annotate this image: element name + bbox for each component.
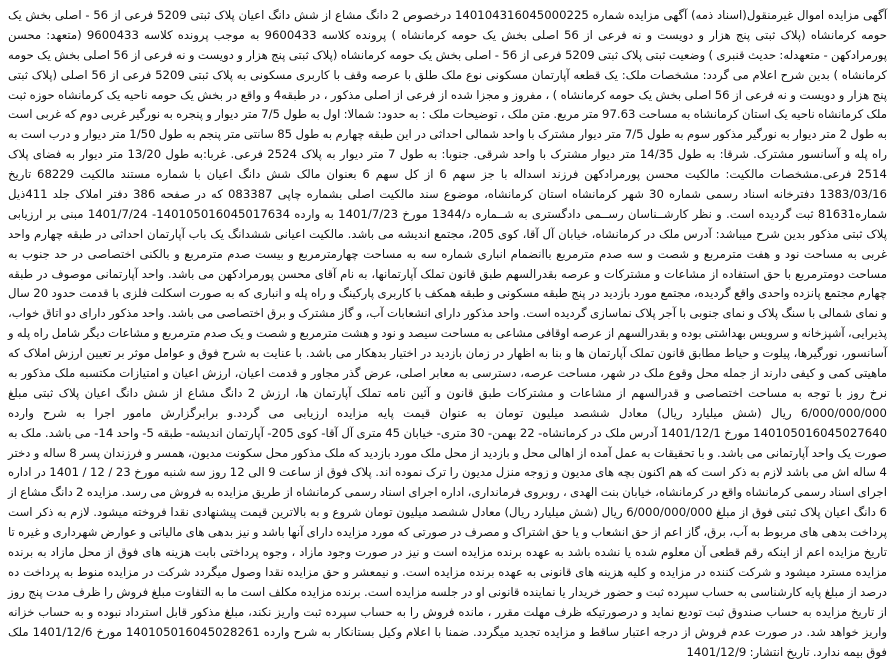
auction-notice-text: آگهی مزایده اموال غیرمنقول(اسناد ذمه) آگهی مزایده شماره 140104316045000225 درخصوص 2 دانگ مشاع از شش دانگ اعیان پلاک ثبتی 5209 فرعی از 56 - اصلی بخش یک حومه کرمانشاه (پلاک ثبتی پنج هزار و دویست و نه فرعی از 56 اصلی بخش یک حومه کرمانشاه ) پرونده کلاسه 9600433 به موجب پرونده کلاسه 9600433 (متعهد: محسن پورمرادکهن - متعهدله: حدیث قنبری ) وضعیت ثبتی پلاک ثبتی 5209 فرعی از 56 - اصلی بخش یک حومه کرمانشاه (پلاک ثبتی پنج هزار و دویست و نه فرعی از 56 اصلی بخش یک حومه کرمانشاه ) بدین شرح اعلام می گردد: مشخصات ملک: یک قطعه آپارتمان مسکونی نوع ملک طلق با عرصه وقف با کاربری مسکونی به پلاک ثبتی 5209 فرعی از 56 اصلی (پلاک ثبتی پنج هزار و دویست و نه فرعی از 56 اصلی بخش یک حومه کرمانشاه ) ، مفروز و مجزا شده از فرعی از اصلی مذکور ، در طبقه4 و واقع در بخش یک حومه ناحیه یک کرمانشاه حوزه ثبت ملک کرمانشاه ناحیه یک استان کرمانشاه به مساحت 97.63 متر مربع. متن ملک ، توضیحات ملک : به حدود: شمالا: اول به طول 7/5 متر دیوار و پنجره به نورگیر غربی دوم که غربی است به طول 2 متر دیوار به نورگیر مذکور سوم به طول 7/5 متر دیوار مشترک با واحد شمالی احداثی در این طبقه چهارم به طول 85 سانتی متر پنجم به طول 1/50 متر دیوار و درب است به راه پله و آسانسور مشترک. شرقا: به طول 14/35 متر دیوار مشترک با واحد شرقی. جنوبا: به طول 7 متر دیوار به پلاک 2524 فرعی. غربا:به طول 13/20 متر دیوار به فضای پلاک 2514 فرعی.مشخصات مالکیت: مالکیت محسن پورمرادکهن فرزند اسداله با جز سهم 6 از کل سهم 6 بعنوان مالک شش دانگ اعیان با شماره مستند مالکیت 68229 تاریخ 1383/03/16 دفترخانه اسناد رسمی شماره 30 شهر کرمانشاه استان کرمانشاه، موضوع سند مالکیت اصلی بشماره چاپی 083387 که در صفحه 386 دفتر املاک جلد 411ذیل شماره81631 ثبت گردیده است. و نظر کارشــناسان رســمی دادگستری به شــماره د/1344 مورخ 1401/7/23 به وارده 140105016045017634- 1401/7/24 مبنی بر ارزیابی پلاک ثبتی مذکور بدین شرح میباشد: آدرس ملک در کرمانشاه، خیابان آل آقا، کوی 205، مجتمع اندیشه می باشد. مالکیت اعیانی ششدانگ یک باب آپارتمان احداثی در طبقه چهارم واحد غربی به مساحت نود و هفت مترمربع و شصت و سه صدم مترمربع باانضمام انباری شماره سه به مساحت چهارمترمربع و بیست صدم مترمربع و بالکنی اختصاصی در حد جنوب به مساحت دومترمربع با حق استفاده از مشاعات و مشترکات و عرصه بقدرالسهم طبق قانون تملک آپارتمانها، به نام آقای محسن پورمرادکهن می باشد. واحد آپارتمانی موصوف در طبقه چهارم مجتمع پانزده واحدی واقع گردیده، مجتمع مورد بازدید در پنج طبقه مسکونی و طبقه همکف با کاربری پارکینگ و راه پله و انباری که به صورت اسکلت فلزی با قدمت حدود 20 سال و نمای شمالی با سنگ پلاک و نمای جنوبی با آجر پلاک نماسازی گردیده است. واحد مذکور دارای انشعابات آب، و گاز مشترک و برق اختصاصی می باشد. واحد مذکور دارای دو اتاق خواب، پذیرایی، آشپزخانه و سرویس بهداشتی بوده و بقدرالسهم از عرصه اوقافی مشاعی به مساحت سیصد و نود و هشت مترمربع و شصت و یک صدم مترمربع و مشاعات دیگر شامل راه پله و آسانسور، نورگیرها، پیلوت و حیاط مطابق قانون تملک آپارتمان ها و بنا به اظهار در زمان بازدید در اختیار بدهکار می باشد. با عنایت به شرح فوق و عوامل موثر بر تعیین ارزش املاک که ماهیتی کمی و کیفی دارند از جمله محل وقوع ملک در شهر، مساحت عرصه، دسترسی به معابر اصلی، عرض گذر مجاور و قدمت اعیان، ارزش اعیان و امتیازات مکتسبه ملک مذکور به نرخ روز با توجه به مساحت اختصاصی و قدرالسهم از مشاعات و مشترکات طبق قانون و آئین نامه تملک آپارتمان ها، ارزش 2 دانگ مشاع از شش دانگ اعیان پلاک ثبتی مبلغ 6/000/000/000 ریال (شش میلیارد ریال) معادل ششصد میلیون تومان به عنوان قیمت پایه مزایده ارزیابی می گردد.و برابرگزارش مامور اجرا به شرح وارده 140105016045027640 مورخ 1401/12/1 آدرس ملک در کرمانشاه- 22 بهمن- 30 متری- خیابان 45 متری آل آقا- کوی 205- آپارتمان اندیشه- طبقه 5- واحد 14- می باشد. ملک به صورت یک واحد آپارتمانی می باشد. و با تحقیقات به عمل آمده از اهالی محل و بازدید از محل ملک مورد بازدید که ملک مذکور محل سکونت مدیون، همسر و فرزندان پسر 8 ساله و دختر 4 ساله اش می باشد لازم به ذکر است که هم اکنون بچه های مدیون و زوجه منزل مدیون را ترک نموده اند. پلاک فوق از ساعت 9 الی 12 روز سه شنبه مورخ 23 / 12 / 1401 در اداره اجرای اسناد رسمی کرمانشاه واقع در کرمانشاه، خیابان بنت الهدی ، روبروی فرمانداری، اداره اجرای اسناد رسمی کرمانشاه از طریق مزایده به فروش می رسد. مزایده 2 دانگ مشاع از 6 دانگ اعیان پلاک ثبتی فوق از مبلغ 6/000/000/000 ریال (شش میلیارد ریال) معادل ششصد میلیون تومان شروع و به بالاترین قیمت پیشنهادی نقدا فروخته میشود. لازم به ذکر است پرداخت بدهی های مربوط به آب، برق، گاز اعم از حق انشعاب و یا حق اشتراک و مصرف در صورتی که مورد مزایده دارای آنها باشد و نیز بدهی های مالیاتی و عوارض شهرداری و غیره تا تاریخ مزایده اعم از اینکه رقم قطعی آن معلوم شده یا نشده باشد به عهده برنده مزایده است و نیز در صورت وجود مازاد ، وجوه پرداختی بابت هزینه های فوق از محل مازاد به برنده مزایده مسترد میشود و شرکت کننده در مزایده و کلیه هزینه های قانونی به عهده برنده مزایده است. و نیمعشر و حق مزایده نقدا وصول میگردد شرکت در مزایده منوط به پرداخت ده درصد از مبلغ پایه کارشناسی به حساب سپرده ثبت و حضور خریدار یا نماینده قانونی او در جلسه مزایده است. برنده مزایده مکلف است ما به التفاوت مبلغ فروش را ظرف مدت پنج روز از تاریخ مزایده به حساب صندوق ثبت تودیع نماید و درصورتیکه ظرف مهلت مقرر ، مانده فروش را به حساب سپرده ثبت واریز نکند، مبلغ مذکور قابل استرداد نبوده و به حساب خزانه واریز خواهد شد. در صورت عدم فروش از درجه اعتبار ساقط و مزایده تجدید میگردد. ضمنا با اعلام وکیل بستانکار به شرح وارده 140105016045028261 مورخ 1401/12/6 ملک فوق بیمه ندارد. تاریخ انتشار: 1401/12/9 xyxy=(8,8,888,659)
